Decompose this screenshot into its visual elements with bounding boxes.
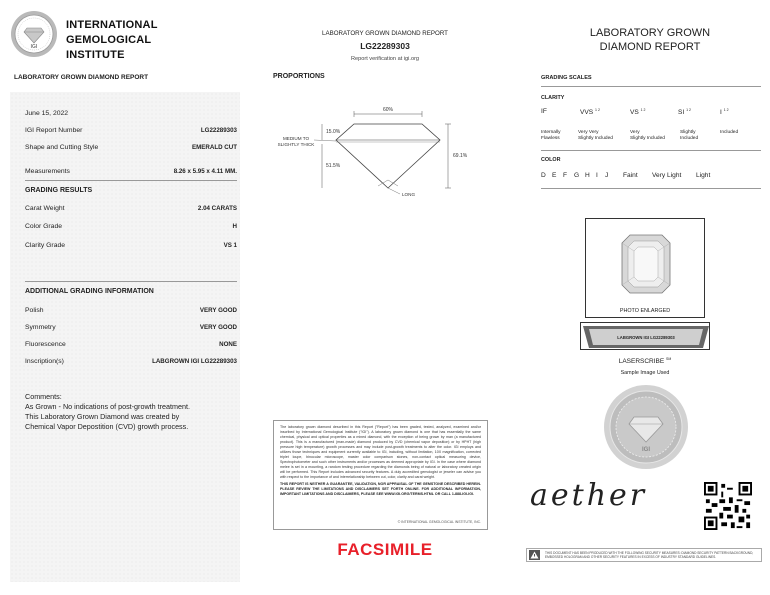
comments-title: Comments: — [25, 392, 62, 401]
svg-text:MEDIUM TO: MEDIUM TO — [282, 136, 310, 141]
proportions-heading: PROPORTIONS — [273, 73, 325, 80]
grading-scales-heading: GRADING SCALES — [541, 75, 592, 81]
clarity-scale-label: CLARITY — [541, 95, 565, 101]
clarity-desc: Slightly Included — [680, 130, 699, 141]
hologram-seal-icon — [603, 384, 689, 470]
emerald-cut-diamond-image — [586, 219, 706, 309]
comments-line: Chemical Vapor Depostition (CVD) growth process. — [25, 422, 189, 431]
brand-logo: aether — [530, 478, 648, 513]
svg-text:15.0%: 15.0% — [326, 129, 341, 135]
disclaimer-text: The laboratory grown diamond described in this Report ("Report") has been graded, tested, analyzed, examined and/or inscribed by International Gemological Institute ("IGI"). A laboratory grown diamond is one that has essentially the same chemical, physical and optical properties as a mined diamond, with the exception of being grown by man (a manufactured product). This is a manufactured (man-made) diamond produced by CVD (chemical vapor deposition) or by HPHT (high pressure high temperature) growth processes and may include post-growth treatments to alter the color. IGI employs and utilizes those techniques and equipment currently available to IGI, including, without limitation, 10X magnification, corrected triplet loupe, binocular microscope, master color comparison stones, non-contact optical measuring device, Spectrophotometer and such other instruments and/or processes as deemed appropriate by IGI. In the case where diamond melee is set in a mounting, a random testing procedure regarding the diamonds being of natural or laboratory created origin will be performed. This Report includes advanced security features. A duly accredited gemologist or jeweler can advise you with respect to the importance of and interrelationship between cut, color, clarity and carat weight. — [280, 425, 481, 479]
color-grade-e: E — [552, 172, 557, 179]
color-grade-f: F — [563, 172, 568, 179]
divider — [541, 86, 761, 87]
igi-seal-logo — [10, 10, 58, 58]
svg-text:IGI: IGI — [30, 44, 38, 50]
proportions-diagram — [270, 100, 490, 200]
detail-row-shape: Shape and Cutting Style EMERALD CUT — [25, 144, 237, 151]
svg-text:SLIGHTLY THICK: SLIGHTLY THICK — [277, 142, 315, 147]
additional-row-polish: Polish VERY GOOD — [25, 307, 237, 314]
detail-row-report-number: IGI Report Number LG22289303 — [25, 127, 237, 134]
svg-text:69.1%: 69.1% — [453, 153, 468, 159]
security-notice: THIS DOCUMENT HAS BEEN PRODUCED WITH THE FOLLOWING SECURITY MEASURES: DIAMOND SECURITY PATTERN BACKGROUND, EMBOSSED HOLOGRAM AND OTHER SECURITY FEATURES IN EXCESS OF INDUSTRY STANDARD GUIDELINES. — [526, 548, 762, 562]
color-grade-faint: Faint — [623, 172, 638, 179]
grading-row-color: Color Grade H — [25, 223, 237, 230]
color-grade-g: G — [574, 172, 580, 179]
color-grade-light: Light — [696, 172, 711, 179]
clarity-grade-si: SI $^{1 2}$ — [678, 108, 691, 117]
facsimile-stamp: FACSIMILE — [337, 540, 433, 559]
photo-caption: PHOTO ENLARGED — [619, 308, 671, 314]
middle-report-number: LG22289303 — [360, 41, 410, 51]
clarity-desc: Very Slightly Included — [630, 130, 665, 141]
clarity-grade-i: I $^{1 2}$ — [720, 108, 729, 117]
color-grade-h: H — [585, 172, 590, 179]
svg-text:LABGROWN IGI LG22289303: LABGROWN IGI LG22289303 — [617, 335, 675, 340]
clarity-grade-if: IF — [541, 108, 547, 115]
clarity-desc: Very Very Slightly Included — [578, 130, 613, 141]
svg-text:IGI: IGI — [641, 447, 651, 453]
disclaimer-bold-text: THIS REPORT IS NEITHER A GUARANTEE, VALIDATION, NOR APPRAISAL OF THE GEMSTONE DESCRIBED HEREIN. PLEASE REVIEW THE LIMITATIONS AND DISCLAIMERS SET FORTH ONLINE. FOR ADDITIONAL INFORMATION, IMPORTANT LIMITATIONS AND DISCLAIMERS, PLEASE SEE WWW.IGI.ORG/TERMS.HTML OR CALL 1-888-IGI-IGI. — [280, 482, 481, 496]
svg-text:60%: 60% — [382, 107, 394, 113]
institute-name: INTERNATIONAL GEMOLOGICAL INSTITUTE — [66, 19, 158, 61]
color-scale-label: COLOR — [541, 157, 561, 163]
middle-report-title: LABORATORY GROWN DIAMOND REPORT — [322, 30, 448, 37]
diamond-photo — [585, 218, 705, 318]
additional-grading-heading: ADDITIONAL GRADING INFORMATION — [25, 286, 237, 295]
laserscribe-label: LASERSCRIBE ℠ — [618, 357, 672, 366]
sample-image-label: Sample Image Used — [620, 370, 670, 376]
comments-block — [25, 392, 237, 432]
left-report-title: LABORATORY GROWN DIAMOND REPORT — [14, 74, 149, 81]
clarity-desc: Included — [720, 130, 739, 135]
grading-row-carat: Carat Weight 2.04 CARATS — [25, 205, 237, 212]
svg-text:LONG: LONG — [402, 192, 416, 197]
clarity-grade-vs: VS $^{1 2}$ — [630, 108, 646, 117]
color-grade-i: I — [596, 172, 598, 179]
report-date: June 15, 2022 — [25, 110, 69, 117]
grading-row-clarity: Clarity Grade VS 1 — [25, 242, 237, 249]
color-grade-j: J — [605, 172, 609, 179]
additional-row-fluorescence: Fluorescence NONE — [25, 341, 237, 348]
additional-row-inscription: Inscription(s) LABGROWN IGI LG22289303 — [25, 358, 237, 365]
divider — [541, 188, 761, 189]
color-grade-d: D — [541, 172, 546, 179]
divider — [541, 150, 761, 151]
comments-line: As Grown - No indications of post-growth treatment. — [25, 402, 190, 411]
qr-code-icon[interactable] — [704, 482, 752, 530]
copyright-text: © INTERNATIONAL GEMOLOGICAL INSTITUTE, INC. — [397, 520, 481, 524]
legal-disclaimer — [273, 420, 488, 530]
clarity-desc: Internally Flawless — [541, 130, 561, 141]
clarity-grade-vvs: VVS $^{1 2}$ — [580, 108, 600, 117]
grading-results-heading: GRADING RESULTS — [25, 185, 237, 194]
right-report-title: LABORATORY GROWN DIAMOND REPORT — [589, 27, 711, 53]
report-verification-link[interactable]: Report verification at igi.org — [350, 56, 420, 62]
svg-text:51.5%: 51.5% — [326, 163, 341, 169]
detail-row-measurements: Measurements 8.26 x 5.95 x 4.11 MM. — [25, 168, 237, 175]
color-grade-very-light: Very Light — [652, 172, 682, 179]
laserscribe-image — [580, 322, 710, 350]
comments-line: This Laboratory Grown Diamond was created by — [25, 412, 180, 421]
additional-row-symmetry: Symmetry VERY GOOD — [25, 324, 237, 331]
report-details-panel — [10, 92, 240, 582]
